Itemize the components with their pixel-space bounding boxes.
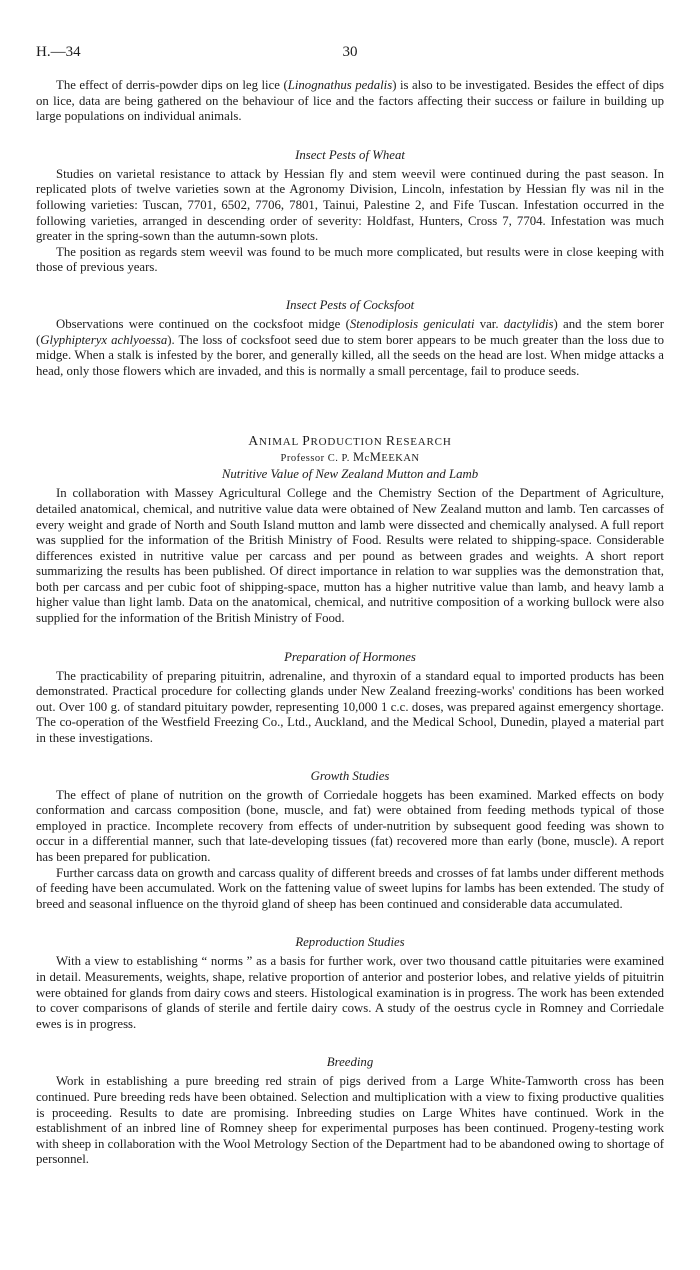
section-heading: Nutritive Value of New Zealand Mutton and Lamb [221, 467, 479, 482]
paragraph: The effect of plane of nutrition on the growth of Corriedale hoggets has been examined. Marked effects on body conformation and carcass composition (bone, muscle, and fat) were obtained from feeding methods typical of those employed in practice. Incomplete recovery from effects of under-nutrition by subsequent good feeding was shown to occur in a differential manner, such that late-developing tissues (fat) recovered more than early (bone, muscle). A report has been prepared for publication. [36, 787, 664, 864]
paragraph: The practicability of preparing pituitrin, adrenaline, and thyroxin of a standard equal to imported products has been demonstrated. Practical procedure for collecting glands under New Zealand freezing-works' conditions has been worked out. Over 100 g. of standard pituitary powder, representing 10,000 1 c.c. doses, was prepared against emergency shortage. The co-operation of the Westfield Freezing Co., Ltd., Auckland, and the Medical School, Dunedin, played a material part in these investigations. [36, 668, 664, 746]
paragraph: The position as regards stem weevil was found to be much more complicated, but results were in close keeping with those of previous years. [36, 244, 664, 275]
cocksfoot-section [36, 297, 664, 379]
section-heading: Reproduction Studies [295, 935, 405, 950]
page-number: 30 [342, 44, 358, 60]
section-heading: Insect Pests of Cocksfoot [285, 297, 415, 312]
lice-section [36, 78, 664, 125]
page-header [36, 44, 664, 66]
reproduction-section [36, 934, 664, 1032]
author-line: Professor C. P. McMEEKAN [280, 450, 420, 465]
document-body [36, 70, 664, 1168]
paragraph: Further carcass data on growth and carcass quality of different breeds and crosses of fat lambs under different methods of feeding have been accumulated. Work on the fattening value of sweet lupins for lambs has been extended. The study of breed and seasonal influence on the thyroid gland of sheep has been continued and considerable data accumulated. [36, 865, 664, 911]
breeding-section [36, 1054, 664, 1168]
division-title: ANIMAL PRODUCTION RESEARCH [248, 433, 452, 449]
wheat-section [36, 147, 664, 276]
paragraph: Work in establishing a pure breeding red strain of pigs derived from a Large White-Tamworth cross has been continued. Pure breeding reds have been obtained. Selection and multiplication with a view to fixing productive qualities is proceeding. Results to date are promising. Inbreeding studies on Large Whites have continued. Work in the establishment of an inbred line of Romney sheep for experimental purposes has been continued. Progeny-testing work with sheep in collaboration with the Wool Metrology Section of the Department had to be abandoned owing to shortage of personnel. [36, 1074, 664, 1167]
paragraph: In collaboration with Massey Agricultural College and the Chemistry Section of the Department of Agriculture, detailed anatomical, chemical, and nutritive value data were obtained of New Zealand mutton and lamb. Ten carcasses of every weight and grade of North and South Island mutton and lamb were dissected and chemically analysed. A full report was supplied for the information of the British Ministry of Food. Results were related to shipping-space. Considerable differences existed in nutritive value per carcass and per pound as between grades and weights. A short report summarizing the results has been published. Of direct importance in relation to war supplies was the demonstration that, both per carcass and per cubic foot of shipping-space, mutton has a higher nutritive value than lamb, and heavy lamb a higher value than light lamb. Data on the anatomical, chemical, and nutritive composition of a working bullock were also supplied for the information of the British Ministry of Food. [36, 486, 664, 626]
section-heading: Breeding [326, 1055, 374, 1070]
animal-production-section [36, 433, 664, 626]
species-name: Linognathus pedalis [287, 78, 393, 92]
hormones-section [36, 649, 664, 747]
lice-paragraph: The effect of derris-powder dips on leg lice (Linognathus pedalis) is also to be investigated. Besides the effect of dips on lice, data are being gathered on the behaviour of lice and the factors affecting their success or failure in building up large populations on individual animals. [36, 78, 664, 124]
report-reference: H.—34 [36, 44, 81, 60]
section-heading: Growth Studies [310, 768, 390, 783]
species-name: Glyphipteryx achlyoessa [40, 332, 168, 347]
growth-section [36, 768, 664, 913]
section-heading: Insect Pests of Wheat [295, 147, 405, 162]
species-name: Stenodiplosis geniculati [349, 316, 475, 331]
paragraph: Observations were continued on the cocksfoot midge (Stenodiplosis geniculati var. dactylidis) and the stem borer (Glyphipteryx achlyoessa). The loss of cocksfoot seed due to stem borer appears to be much greater than the loss due to midge. When a stalk is infested by the borer, and generally killed, all the seeds on the head are lost. When midge attacks a head, only those flowers which are invaded, and this is normally a small percentage, fail to produce seeds. [36, 316, 664, 378]
species-name: dactylidis [503, 316, 554, 331]
paragraph: With a view to establishing “ norms ” as a basis for further work, over two thousand cattle pituitaries were examined in detail. Measurements, weights, shape, relative proportion of anterior and posterior lobes, and relative yields of pituitrin were obtained for glands from dairy cows and steers. Histological examination is in progress. The work has been extended to cover comparisons of glands of sterile and fertile dairy cows. A study of the oestrus cycle in Romney and Corriedale ewes is in progress. [36, 954, 664, 1031]
paragraph: Studies on varietal resistance to attack by Hessian fly and stem weevil were continued during the past season. In replicated plots of twelve varieties sown at the Agronomy Division, Lincoln, infestation by Hessian fly was nil in the following varieties: Tuscan, 7701, 6502, 7706, 7801, Tainui, Palestine 2, and Fife Tuscan. Infestation occurred in the following varieties, arranged in descending order of severity: Holdfast, Hunters, Cross 7, 7704. Infestation was much greater in the spring-sown than the autumn-sown plots. [36, 166, 664, 244]
section-heading: Preparation of Hormones [284, 649, 416, 664]
